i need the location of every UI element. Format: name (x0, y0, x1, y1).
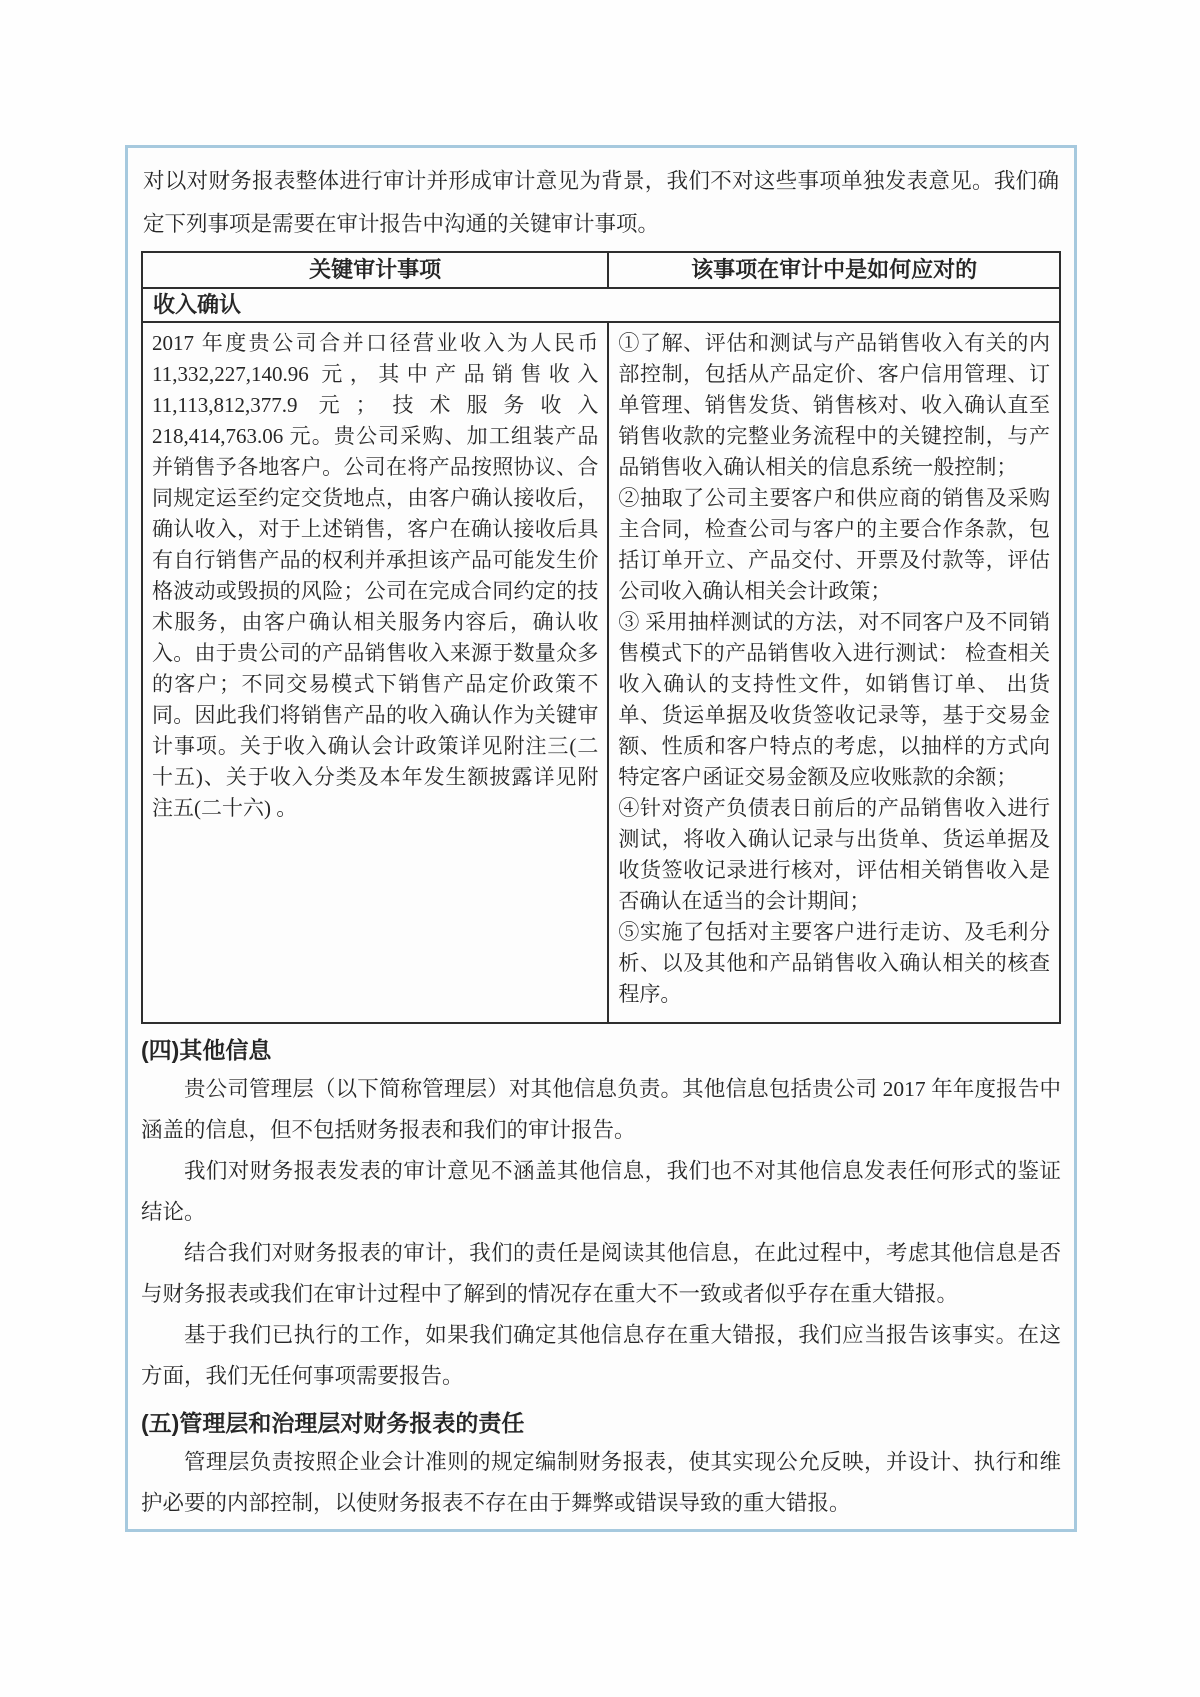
other-info-paragraph-3: 结合我们对财务报表的审计，我们的责任是阅读其他信息，在此过程中，考虑其他信息是否与财务报表或我们在审计过程中了解到的情况存在重大不一致或者似乎存在重大错报。 (141, 1241, 1061, 1306)
other-info-paragraph-1: 贵公司管理层（以下简称管理层）对其他信息负责。其他信息包括贵公司 2017 年年度报告中涵盖的信息，但不包括财务报表和我们的审计报告。 (141, 1077, 1061, 1142)
other-info-paragraph-2: 我们对财务报表发表的审计意见不涵盖其他信息，我们也不对其他信息发表任何形式的鉴证结论。 (141, 1159, 1061, 1224)
revenue-recognition-label: 收入确认 (142, 288, 1060, 322)
response-item-1: ①了解、评估和测试与产品销售收入有关的内部控制，包括从产品定价、客户信用管理、订单管理、销售发货、销售核对、收入确认直至销售收款的完整业务流程中的关键控制，与产品销售收入确认相关的信息系统一般控制； (618, 331, 1050, 479)
table-section-row (142, 288, 1060, 322)
key-audit-matters-table (141, 251, 1061, 1024)
table-header-audit-response: 该事项在审计中是如何应对的 (608, 252, 1060, 288)
other-info-paragraph-4: 基于我们已执行的工作，如果我们确定其他信息存在重大错报，我们应当报告该事实。在这方面，我们无任何事项需要报告。 (141, 1323, 1061, 1388)
section-heading-other-information: (四)其他信息 (141, 1037, 272, 1063)
response-item-3: ③ 采用抽样测试的方法，对不同客户及不同销售模式下的产品销售收入进行测试： 检查相关收入确认的支持性文件，如销售订单、 出货单、货运单据及收货签收记录等，基于交易金额、性质和客户特点的考虑，以抽样的方式向特定客户函证交易金额及应收账款的余额； (618, 610, 1050, 789)
table-header-key-audit-matters: 关键审计事项 (142, 252, 608, 288)
kam-description-cell (142, 322, 608, 1023)
response-item-4: ④针对资产负债表日前后的产品销售收入进行测试，将收入确认记录与出货单、货运单据及收货签收记录进行核对，评估相关销售收入是否确认在适当的会计期间； (618, 796, 1050, 913)
content-frame (125, 145, 1077, 1532)
intro-paragraph: 对以对财务报表整体进行审计并形成审计意见为背景，我们不对这些事项单独发表意见。我们确定下列事项是需要在审计报告中沟通的关键审计事项。 (143, 169, 1059, 236)
kam-response-cell (608, 322, 1060, 1023)
section-heading-management-responsibility: (五)管理层和治理层对财务报表的责任 (141, 1410, 525, 1436)
response-item-2: ②抽取了公司主要客户和供应商的销售及采购主合同，检查公司与客户的主要合作条款，包括订单开立、产品交付、开票及付款等，评估公司收入确认相关会计政策； (618, 486, 1050, 603)
management-responsibility-paragraph-1: 管理层负责按照企业会计准则的规定编制财务报表，使其实现公允反映，并设计、执行和维护必要的内部控制，以使财务报表不存在由于舞弊或错误导致的重大错报。 (141, 1450, 1061, 1515)
response-item-5: ⑤实施了包括对主要客户进行走访、及毛利分析、以及其他和产品销售收入确认相关的核查程序。 (618, 920, 1050, 1006)
kam-description-text: 2017 年度贵公司合并口径营业收入为人民币 11,332,227,140.96 元，其中产品销售收入 11,113,812,377.9 元；技术服务收入 218,414,763.06 元。贵公司采购、加工组装产品并销售予各地客户。公司在将产品按照协议、合同规定运至约定交货地点，由客户确认接收后，确认收入，对于上述销售，客户在确认接收后具有自行销售产品的权利并承担该产品可能发生价格波动或毁损的风险；公司在完成合同约定的技术服务，由客户确认相关服务内容后，确认收入。由于贵公司的产品销售收入来源于数量众多的客户；不同交易模式下销售产品定价政策不同。因此我们将销售产品的收入确认作为关键审计事项。关于收入确认会计政策详见附注三(二十五)、关于收入分类及本年发生额披露详见附注五(二十六) 。 (152, 331, 599, 820)
table-body-row (142, 322, 1060, 1023)
table-header-row (142, 252, 1060, 288)
